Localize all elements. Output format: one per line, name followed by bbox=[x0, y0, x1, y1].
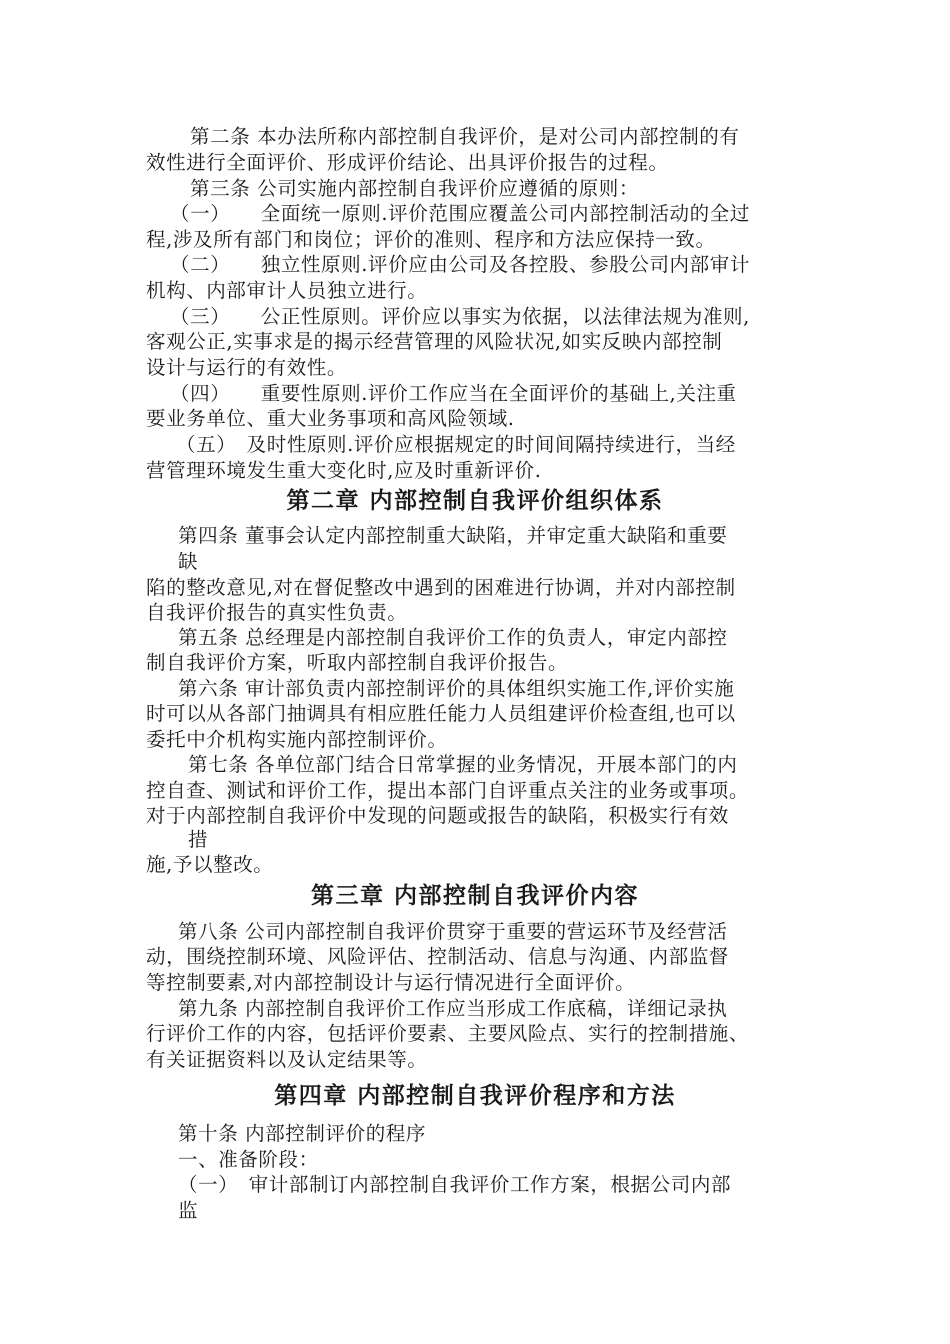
principle-5-line-2: 营管理环境发生重大变化时,应及时重新评价. bbox=[146, 459, 542, 482]
article-4-line-4: 自我评价报告的真实性负责。 bbox=[146, 601, 408, 624]
article-2-line-2: 效性进行全面评价、形成评价结论、出具评价报告的过程。 bbox=[146, 151, 669, 174]
chapter-3-heading: 第三章 内部控制自我评价内容 bbox=[310, 883, 639, 909]
principle-1-line-1: （一） 全面统一原则.评价范围应覆盖公司内部控制活动的全过 bbox=[170, 202, 750, 225]
article-3-line-1: 第三条 公司实施内部控制自我评价应遵循的原则： bbox=[190, 177, 639, 200]
principle-1-line-2: 程,涉及所有部门和岗位；评价的准则、程序和方法应保持一致。 bbox=[146, 228, 716, 251]
article-5-line-1: 第五条 总经理是内部控制自我评价工作的负责人，审定内部控 bbox=[178, 626, 728, 649]
article-7-line-1: 第七条 各单位部门结合日常掌握的业务情况，开展本部门的内 bbox=[188, 753, 738, 776]
principle-2-line-1: （二） 独立性原则.评价应由公司及各控股、参股公司内部审计 bbox=[170, 253, 750, 276]
article-8-line-2: 动，围绕控制环境、风险评估、控制活动、信息与沟通、内部监督 bbox=[146, 945, 729, 968]
principle-5-line-1: （五） 及时性原则.评价应根据规定的时间间隔持续进行，当经 bbox=[176, 433, 736, 456]
principle-4-line-1: （四） 重要性原则.评价工作应当在全面评价的基础上,关注重 bbox=[170, 382, 737, 405]
chapter-4-heading: 第四章 内部控制自我评价程序和方法 bbox=[274, 1083, 676, 1109]
article-6-line-3: 委托中介机构实施内部控制评价。 bbox=[146, 728, 448, 751]
article-2-line-1: 第二条 本办法所称内部控制自我评价，是对公司内部控制的有 bbox=[190, 125, 740, 148]
article-6-line-1: 第六条 审计部负责内部控制评价的具体组织实施工作,评价实施 bbox=[178, 677, 735, 700]
article-6-line-2: 时可以从各部门抽调具有相应胜任能力人员组建评价检查组,也可以 bbox=[146, 702, 736, 725]
article-4-line-1: 第四条 董事会认定内部控制重大缺陷，并审定重大缺陷和重要 bbox=[178, 524, 728, 547]
article-9-line-3: 有关证据资料以及认定结果等。 bbox=[146, 1048, 428, 1071]
principle-4-line-2: 要业务单位、重大业务事项和高风险领域. bbox=[146, 407, 515, 430]
stage-1-item-1-line-2: 监 bbox=[178, 1199, 199, 1222]
article-9-line-1: 第九条 内部控制自我评价工作应当形成工作底稿，详细记录执 bbox=[178, 997, 728, 1020]
article-5-line-2: 制自我评价方案，听取内部控制自我评价报告。 bbox=[146, 651, 569, 674]
article-7-line-3: 对于内部控制自我评价中发现的问题或报告的缺陷，积极实行有效 bbox=[146, 804, 729, 827]
article-8-line-1: 第八条 公司内部控制自我评价贯穿于重要的营运环节及经营活 bbox=[178, 920, 728, 943]
principle-3-line-2: 客观公正,实事求是的揭示经营管理的风险状况,如实反映内部控制 bbox=[146, 330, 723, 353]
stage-1-heading: 一、准备阶段： bbox=[178, 1148, 319, 1171]
stage-1-item-1-line-1: （一） 审计部制订内部控制自我评价工作方案，根据公司内部 bbox=[178, 1173, 732, 1196]
article-4-line-2: 缺 bbox=[178, 550, 199, 573]
article-7-line-5: 施,予以整改。 bbox=[146, 853, 274, 876]
principle-2-line-2: 机构、内部审计人员独立进行。 bbox=[146, 279, 428, 302]
article-4-line-3: 陷的整改意见,对在督促整改中遇到的困难进行协调，并对内部控制 bbox=[146, 576, 736, 599]
article-7-line-4: 措 bbox=[188, 828, 209, 851]
article-10-line-1: 第十条 内部控制评价的程序 bbox=[178, 1122, 426, 1145]
article-8-line-3: 等控制要素,对内部控制设计与运行情况进行全面评价。 bbox=[146, 971, 636, 994]
article-7-line-2: 控自查、测试和评价工作，提出本部门自评重点关注的业务或事项。 bbox=[146, 779, 750, 802]
chapter-2-heading: 第二章 内部控制自我评价组织体系 bbox=[286, 488, 664, 514]
principle-3-line-1: （三） 公正性原则。评价应以事实为依据，以法律法规为准则, bbox=[170, 305, 750, 328]
principle-3-line-3: 设计与运行的有效性。 bbox=[146, 356, 348, 379]
article-9-line-2: 行评价工作的内容，包括评价要素、主要风险点、实行的控制措施、 bbox=[146, 1022, 750, 1045]
